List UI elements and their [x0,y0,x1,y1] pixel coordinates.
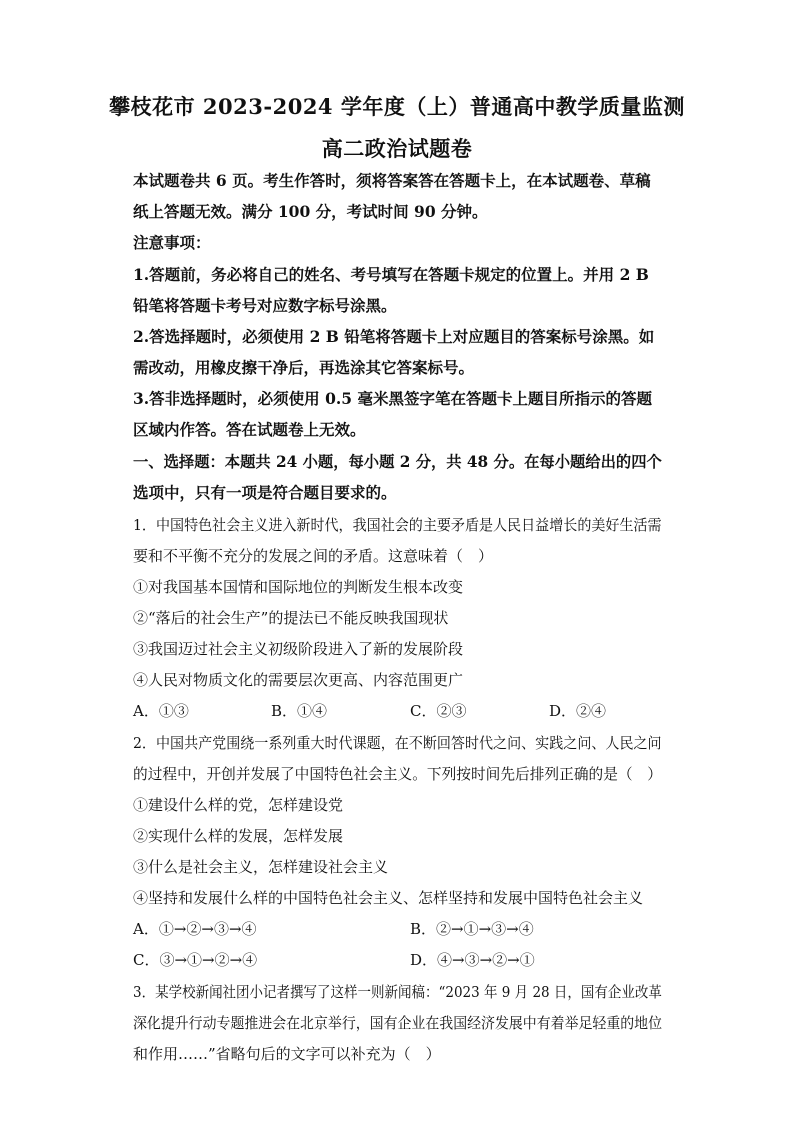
q1-statement-4: ④人民对物质文化的需要层次更高、内容范围更广 [133,671,464,689]
intro-line-2: 纸上答题无效。满分 100 分，考试时间 90 分钟。 [133,202,488,221]
q1-statement-2: ②“落后的社会生产”的提法已不能反映我国现状 [133,609,449,627]
q1-stem-line-1: 1．中国特色社会主义进入新时代，我国社会的主要矛盾是人民日益增长的美好生活需 [133,516,662,534]
q2-statement-4: ④坚持和发展什么样的中国特色社会主义、怎样坚持和发展中国特色社会主义 [133,889,644,907]
q3-stem-line-2: 深化提升行动专题推进会在北京举行，国有企业在我国经济发展中有着举足轻重的地位 [133,1014,663,1032]
exam-title: 攀枝花市 2023-2024 学年度（上）普通高中教学质量监测 [109,94,685,119]
q3-stem-line-3: 和作用……”省略句后的文字可以补充为（ ） [133,1045,441,1063]
q1-statement-3: ③我国迈过社会主义初级阶段进入了新的发展阶段 [133,640,464,658]
intro-line-1: 本试题卷共 6 页。考生作答时，须将答案答在答题卡上，在本试题卷、草稿 [133,171,651,190]
q2-option-d: D．④→③→②→① [410,951,535,969]
section-heading-line-2: 选项中，只有一项是符合题目要求的。 [133,483,397,502]
note-2-line-2: 需改动，用橡皮擦干净后，再选涂其它答案标号。 [133,358,475,377]
q2-option-b: B．②→①→③→④ [410,920,534,938]
q2-statement-1: ①建设什么样的党，怎样建设党 [133,796,344,814]
note-1-line-1: 1.答题前，务必将自己的姓名、考号填写在答题卡规定的位置上。并用 2 B [133,265,649,284]
q1-option-c: C．②③ [410,702,467,720]
q1-option-d: D．②④ [549,702,607,720]
q2-stem-line-2: 的过程中，开创并发展了中国特色社会主义。下列按时间先后排列正确的是（ ） [133,765,662,783]
q1-option-b: B．①④ [271,702,328,720]
q1-statement-1: ①对我国基本国情和国际地位的判断发生根本改变 [133,578,464,596]
exam-subtitle: 高二政治试题卷 [321,136,473,161]
q3-stem-line-1: 3．某学校新闻社团小记者撰写了这样一则新闻稿：“2023 年 9 月 28 日，国有企业改革 [133,983,662,1001]
q1-option-a: A．①③ [133,702,189,720]
q2-option-c: C．③→①→②→④ [133,951,258,969]
q2-statement-2: ②实现什么样的发展，怎样发展 [133,827,344,845]
q2-statement-3: ③什么是社会主义，怎样建设社会主义 [133,858,389,876]
notes-heading: 注意事项： [133,233,211,252]
note-2-line-1: 2.答选择题时，必须使用 2 B 铅笔将答题卡上对应题目的答案标号涂黑。如 [133,327,655,346]
note-3-line-2: 区域内作答。答在试题卷上无效。 [133,420,366,439]
q2-option-a: A．①→②→③→④ [133,920,257,938]
q1-stem-line-2: 要和不平衡不充分的发展之间的矛盾。这意味着（ ） [133,547,494,565]
note-3-line-1: 3.答非选择题时，必须使用 0.5 毫米黑签字笔在答题卡上题目所指示的答题 [133,389,652,408]
section-heading-line-1: 一、选择题：本题共 24 小题，每小题 2 分，共 48 分。在每小题给出的四个 [133,452,662,471]
note-1-line-2: 铅笔将答题卡考号对应数字标号涂黑。 [133,296,397,315]
q2-stem-line-1: 2．中国共产党围绕一系列重大时代课题，在不断回答时代之问、实践之问、人民之问 [133,734,662,752]
